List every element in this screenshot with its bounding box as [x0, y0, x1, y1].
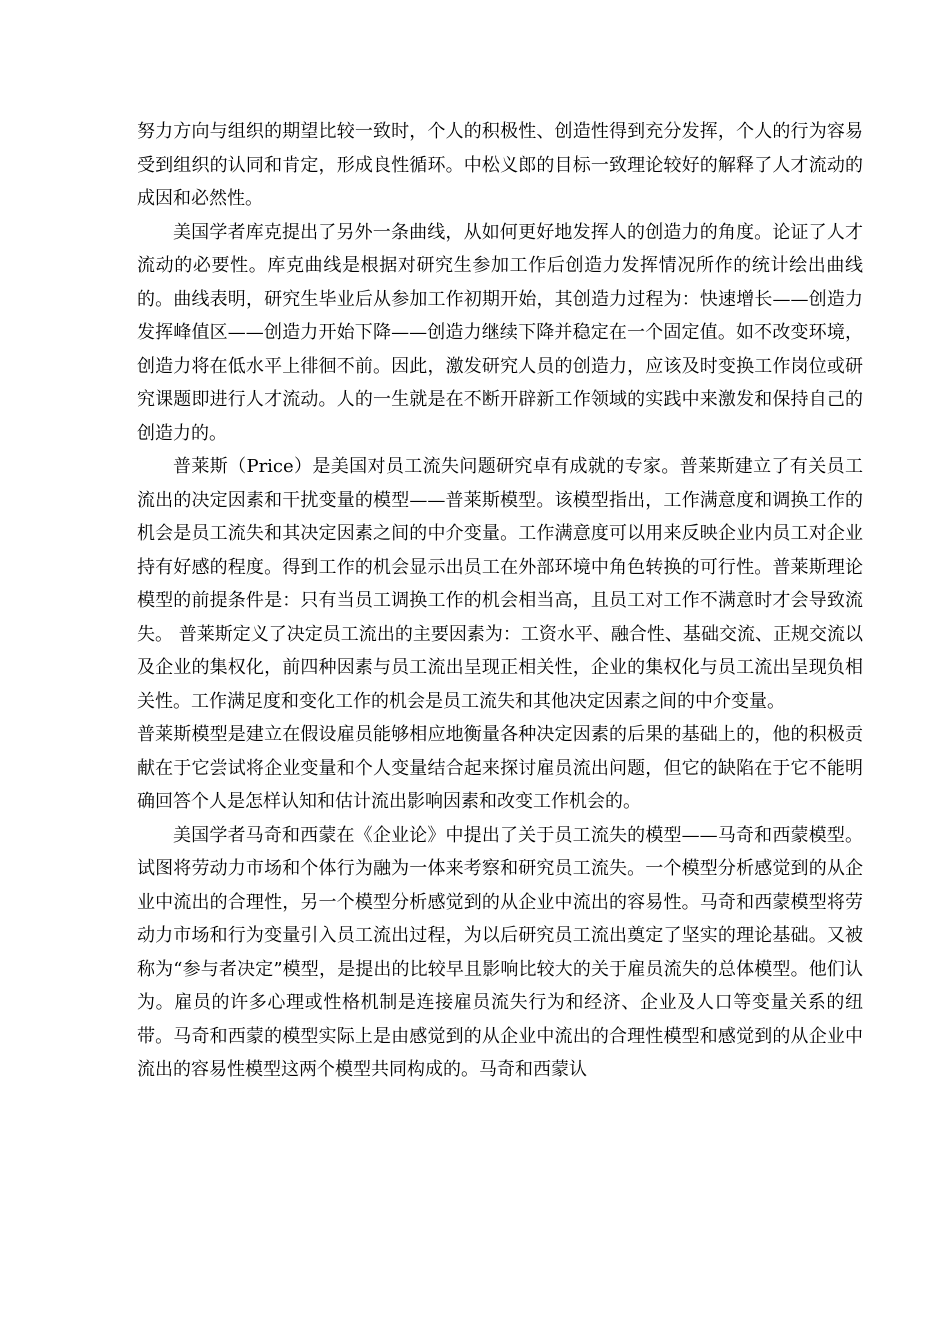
paragraph-price-model: 普莱斯（Price）是美国对员工流失问题研究卓有成就的专家。普莱斯建立了有关员工流出的决定因素和干扰变量的模型——普莱斯模型。该模型指出，工作满意度和调换工作的机会是员工流失和其决定因素之间的中介变量。工作满意度可以用来反映企业内员工对企业持有好感的程度。得到工作的机会显示出员工在外部环境中角色转换的可行性。普莱斯理论模型的前提条件是：只有当员工调换工作的机会相当高，且员工对工作不满意时才会导致流失。 普莱斯定义了决定员工流出的主要因素为：工资水平、融合性、基础交流、正规交流以及企业的集权化，前四种因素与员工流出呈现正相关性，企业的集权化与员工流出呈现负相关性。工作满足度和变化工作的机会是员工流失和其他决定因素之间的中介变量。	[137, 456, 863, 712]
paragraph-march-simon-model: 美国学者马奇和西蒙在《企业论》中提出了关于员工流失的模型——马奇和西蒙模型。试图将劳动力市场和个体行为融为一体来考察和研究员工流失。一个模型分析感觉到的从企业中流出的合理性，另一个模型分析感觉到的从企业中流出的容易性。马奇和西蒙模型将劳动力市场和行为变量引入员工流出过程，为以后研究员工流出奠定了坚实的理论基础。又被称为“参与者决定”模型，是提出的比较早且影响比较大的关于雇员流失的总体模型。他们认为。雇员的许多心理或性格机制是连接雇员流失行为和经济、企业及人口等变量关系的纽带。马奇和西蒙的模型实际上是由感觉到的从企业中流出的合理性模型和感觉到的从企业中流出的容易性模型这两个模型共同构成的。马奇和西蒙认	[137, 824, 863, 1080]
paragraph-price-model-evaluation: 普莱斯模型是建立在假设雇员能够相应地衡量各种决定因素的后果的基础上的，他的积极贡献在于它尝试将企业变量和个人变量结合起来探讨雇员流出问题，但它的缺陷在于它不能明确回答个人是怎样认知和估计流出影响因素和改变工作机会的。	[137, 724, 863, 812]
paragraph-goal-consistency-end: 努力方向与组织的期望比较一致时，个人的积极性、创造性得到充分发挥，个人的行为容易受到组织的认同和肯定，形成良性循环。中松义郎的目标一致理论较好的解释了人才流动的成因和必然性。	[137, 121, 863, 209]
paragraph-cook-curve: 美国学者库克提出了另外一条曲线，从如何更好地发挥人的创造力的角度。论证了人才流动的必要性。库克曲线是根据对研究生参加工作后创造力发挥情况所作的统计绘出曲线的。曲线表明，研究生毕业后从参加工作初期开始，其创造力过程为：快速增长——创造力发挥峰值区——创造力开始下降——创造力继续下降并稳定在一个固定值。如不改变环境，创造力将在低水平上徘徊不前。因此，激发研究人员的创造力，应该及时变换工作岗位或研究课题即进行人才流动。人的一生就是在不断开辟新工作领域的实践中来激发和保持自己的创造力的。	[137, 221, 863, 444]
body-text	[137, 115, 863, 1087]
